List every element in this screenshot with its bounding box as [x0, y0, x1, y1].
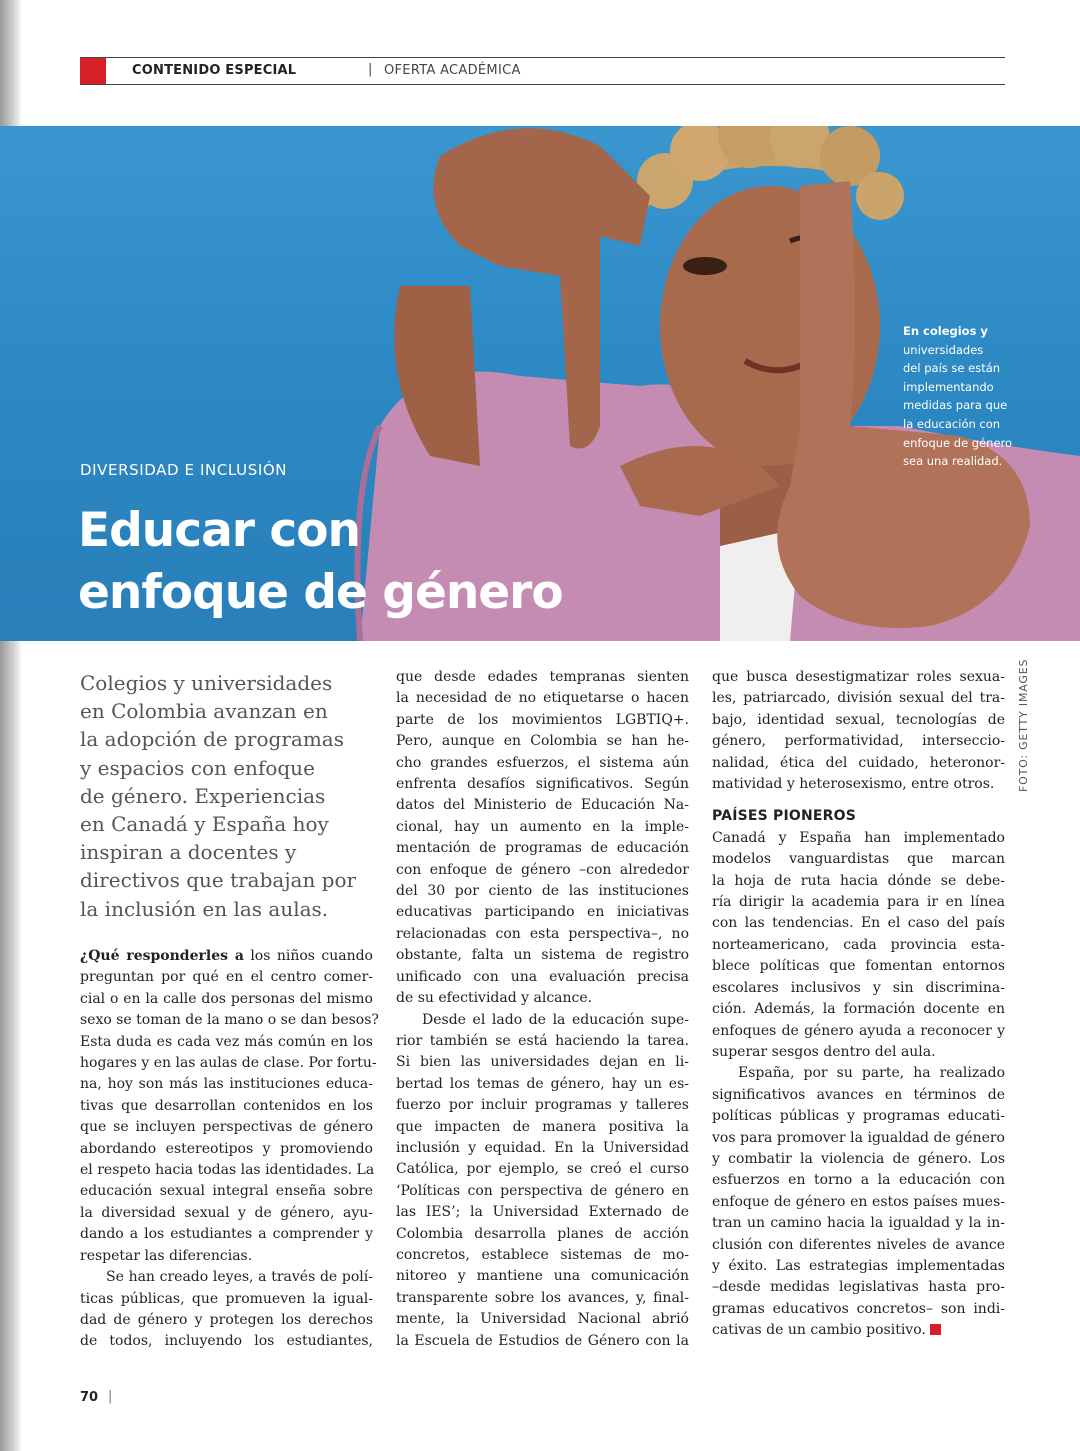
body-line: blece políticas que fomentan entornos — [712, 958, 1005, 975]
body-line: bajo, identidad sexual, tecnologías de — [712, 711, 1005, 728]
body-line: Se han creado leyes, a través de polí- — [106, 1269, 373, 1286]
photo-credit: FOTO: GETTY IMAGES — [1017, 658, 1030, 792]
body-line: significativos avances en términos de — [712, 1086, 1005, 1103]
body-line: rior también se está haciendo la tarea. — [396, 1032, 689, 1049]
body-line: nitoreo y mantiene una comunicación — [396, 1268, 689, 1285]
body-line: respetar las diferencias. — [80, 1247, 253, 1264]
body-line: unificado con una evaluación precisa — [396, 968, 689, 985]
page-number-separator: | — [108, 1389, 113, 1404]
body-line: que se incluyen perspectivas de género — [80, 1119, 373, 1136]
body-line: obstante, falta un sistema de registro — [396, 947, 689, 964]
body-line: enfoques de género ayuda a reconocer y — [712, 1022, 1005, 1039]
subsection-label: OFERTA ACADÉMICA — [384, 63, 521, 78]
body-line: las IES’; la Universidad Externado de — [396, 1204, 689, 1221]
body-line: Esta duda es cada vez más común en los — [80, 1033, 373, 1050]
body-line: dando a los estudiantes a comprender y — [80, 1226, 373, 1243]
body-column-1 — [80, 946, 379, 1353]
section-color-block — [80, 58, 106, 84]
body-line: concretos, establece sistemas de mo- — [396, 1246, 689, 1263]
body-line: el respeto hacia todas las identidades. La — [80, 1162, 375, 1179]
body-line: abordando estereotipos y promoviendo — [80, 1140, 373, 1157]
body-line: relacionadas con esta perspectiva–, no — [396, 925, 689, 942]
body-line: esfuerzos en torno a la educación con — [712, 1172, 1005, 1189]
body-column-2 — [396, 667, 689, 1352]
body-line: Desde el lado de la educación supe- — [422, 1011, 689, 1028]
body-line: mente, la Universidad Nacional abrió — [396, 1311, 689, 1328]
lead-line: de género. Experiencias — [80, 783, 326, 808]
body-line: na, hoy son más las instituciones educa- — [80, 1076, 373, 1093]
section-label: CONTENIDO ESPECIAL — [132, 63, 297, 78]
body-line: modelos vanguardistas que marcan — [712, 851, 1005, 868]
body-line: inclusión y equidad. En la Universidad — [396, 1139, 689, 1156]
body-line: cho grandes esfuerzos, el sistema aún — [396, 754, 689, 771]
body-line: España, por su parte, ha realizado — [738, 1065, 1005, 1082]
body-line: que desde edades tempranas sienten — [396, 669, 689, 685]
body-line: Católica, por ejemplo, se creó el curso — [396, 1161, 689, 1178]
body-line — [80, 946, 373, 967]
body-line: Si bien las universidades dejan en li- — [396, 1054, 689, 1071]
body-line: de todos, incluyendo los estudiantes, — [80, 1333, 373, 1350]
body-line: género, performatividad, interseccio- — [712, 733, 1005, 750]
section-header — [80, 57, 1005, 85]
body-line: sexo se toman de la mano o se dan besos? — [80, 1012, 379, 1029]
caption-line: universidades — [903, 342, 984, 357]
body-line: educación sexual integral enseña sobre — [80, 1183, 373, 1200]
caption-line: la educación con — [903, 416, 1001, 431]
section-subhead: PAÍSES PIONEROS — [712, 808, 857, 825]
body-line: educativas participando en iniciativas — [396, 904, 689, 921]
body-line: superar sesgos dentro del aula. — [712, 1043, 936, 1060]
article-kicker: DIVERSIDAD E INCLUSIÓN — [80, 461, 288, 479]
body-line: y combatir la violencia de género. Los — [712, 1150, 1005, 1167]
hero-photo — [0, 126, 1080, 641]
body-line: la necesidad de no etiquetarse o hacen — [396, 690, 689, 707]
body-line: con enfoque de género –con alrededor — [396, 861, 689, 878]
caption-line: implementando — [903, 379, 994, 394]
body-line-final — [712, 1320, 1005, 1341]
body-column-3 — [712, 667, 1005, 1342]
body-line: preguntan por qué en el centro comer- — [80, 969, 373, 986]
photo-caption-bold: En colegios y — [903, 324, 988, 338]
body-line: Pero, aunque en Colombia se han he- — [396, 733, 689, 750]
caption-line: del país se están — [903, 361, 1001, 376]
lead-line: directivos que trabajan por — [80, 868, 357, 893]
body-line: con las tendencias. En el caso del país — [712, 915, 1005, 932]
body-line: Colombia desarrolla planes de acción — [396, 1225, 689, 1242]
title-line: enfoque de género — [78, 565, 563, 620]
lead-line: la adopción de programas — [80, 727, 344, 752]
body-line: Canadá y España han implementado — [712, 829, 1005, 846]
lead-line: y espacios con enfoque — [80, 755, 315, 780]
body-line: dad de género y protegen los derechos — [80, 1311, 373, 1328]
article-lead — [80, 669, 370, 923]
body-line: cional, hay un aumento en la imple- — [396, 818, 689, 835]
end-of-article-icon — [930, 1324, 941, 1335]
body-line: vos para promover la igualdad de género — [712, 1129, 1005, 1146]
body-line: escolares inclusivos y sin discrimina- — [712, 979, 1005, 996]
body-line: les, patriarcado, división sexual del tra- — [712, 690, 1005, 707]
body-line: ‘Políticas con perspectiva de género en — [396, 1182, 689, 1199]
lead-line: la inclusión en las aulas. — [80, 896, 329, 921]
article-title — [78, 500, 638, 624]
body-line: clusión con diferentes niveles de avance — [712, 1236, 1005, 1253]
body-line: bertad los temas de género, hay un es- — [396, 1075, 689, 1092]
intro-bold: ¿Qué responderles a — [80, 948, 244, 964]
body-line: matividad y heterosexismo, entre otros. — [712, 776, 995, 793]
body-line: mentación de programas de educación — [396, 840, 689, 857]
body-line: tivas que desarrollan contenidos en los — [80, 1097, 373, 1114]
body-line: políticas públicas y programas educati- — [712, 1108, 1005, 1125]
body-line: hogares y en las aulas de clase. Por fortu- — [80, 1055, 377, 1072]
caption-line: sea una realidad. — [903, 454, 1003, 469]
body-line-text: cativas de un cambio positivo. — [712, 1322, 926, 1339]
body-line: y éxito. Las estrategias implementadas — [712, 1257, 1005, 1274]
body-line: norteamericano, cada provincia esta- — [712, 936, 1005, 953]
body-line: de su efectividad y alcance. — [396, 990, 593, 1007]
lead-line: en Colombia avanzan en — [80, 699, 328, 724]
photo-caption — [903, 322, 1028, 471]
title-line: Educar con — [78, 503, 360, 558]
body-line: cial o en la calle dos personas del mismo — [80, 990, 373, 1007]
body-line: ción. Además, la formación docente en — [712, 1001, 1005, 1018]
body-line: enfrenta desafíos significativos. Según — [396, 776, 689, 793]
body-line: la diversidad sexual y de género, ayu- — [80, 1204, 373, 1221]
caption-line: medidas para que — [903, 398, 1008, 413]
body-line: parte de los movimientos LGBTIQ+. — [396, 711, 689, 728]
caption-line: enfoque de género — [903, 435, 1013, 450]
body-line: transparente sobre los avances, y, final- — [396, 1289, 689, 1306]
body-line: del 30 por ciento de las instituciones — [396, 883, 689, 900]
page-number: 70 — [80, 1390, 99, 1405]
body-line: que impacten de manera positiva la — [396, 1118, 689, 1135]
lead-line: inspiran a docentes y — [80, 840, 297, 865]
section-separator: | — [368, 62, 373, 77]
body-line: gramas educativos concretos– son indi- — [712, 1300, 1005, 1317]
body-line: ría dirigir la academia para ir en línea — [712, 894, 1005, 911]
body-line: la hoja de ruta hacia dónde se debe- — [712, 872, 1005, 889]
body-line: datos del Ministerio de Educación Na- — [396, 797, 689, 814]
body-line: fuerzo por incluir programas y talleres — [396, 1097, 689, 1114]
body-line: nalidad, ética del cuidado, heteronor- — [712, 754, 1005, 771]
lead-line: Colegios y universidades — [80, 671, 333, 695]
body-line: la Escuela de Estudios de Género con la — [396, 1332, 689, 1349]
body-line: que busca desestigmatizar roles sexua- — [712, 669, 1005, 685]
body-line: ticas públicas, que promueven la igual- — [80, 1290, 373, 1307]
body-line: tran un camino hacia la igualdad y la in- — [712, 1215, 1005, 1232]
body-line: –desde medidas legislativas hasta pro- — [712, 1279, 1005, 1296]
intro-rest: los niños cuando — [243, 948, 373, 964]
lead-line: en Canadá y España hoy — [80, 812, 329, 837]
body-line: enfoque de género en estos países mues- — [712, 1193, 1005, 1210]
